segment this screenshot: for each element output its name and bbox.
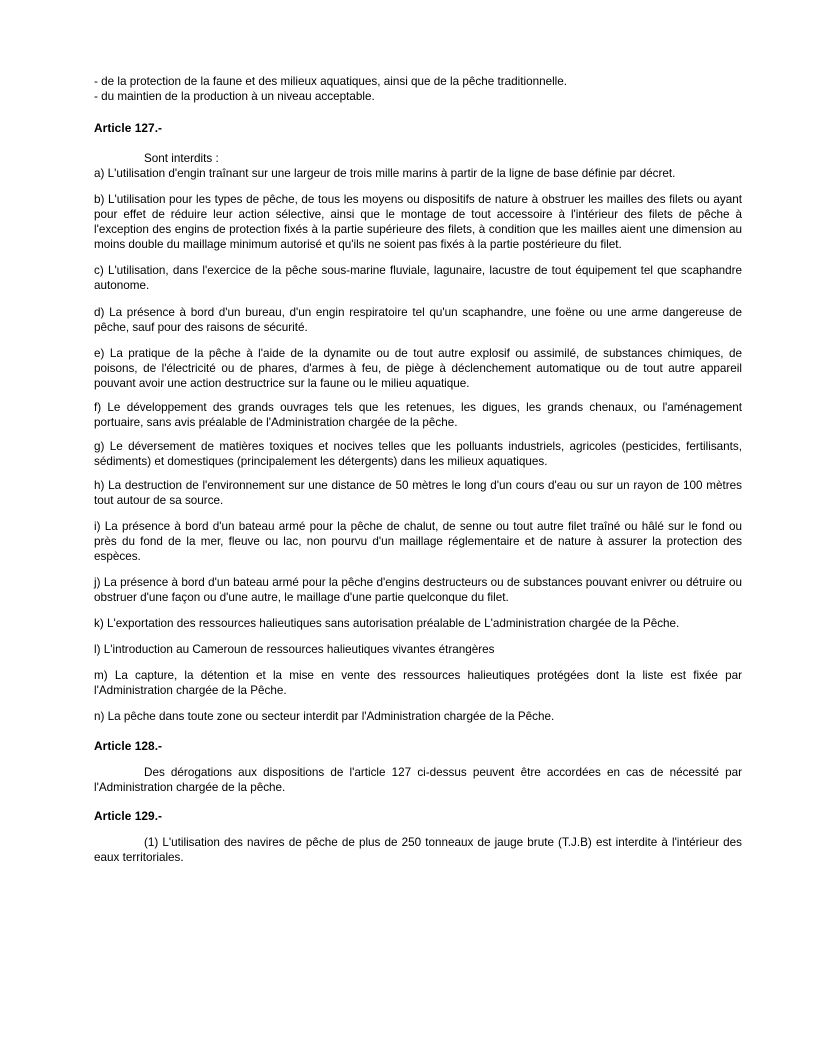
article-128-heading: Article 128.-	[94, 738, 163, 753]
spacer	[94, 430, 742, 439]
article-127-item-e: e) La pratique de la pêche à l'aide de la dynamite ou de tout autre explosif ou assimilé, de substances chimiques, de poisons, de l'électricité ou de phares, d'armes à feu, de piège à déclenchement automatique ou de tout autre appareil pouvant avoir une action destructrice sur la faune ou le milieu aquatique.	[94, 346, 742, 390]
article-127-item-c: c) L'utilisation, dans l'exercice de la pêche sous-marine fluviale, lagunaire, lacustre de tout équipement tel que scaphandre autonome.	[94, 264, 742, 293]
article-127-item-i: i) La présence à bord d'un bateau armé pour la pêche de chalut, de senne ou tout autre filet traîné ou hâlé sur le fond ou près du fond de la mer, fleuve ou lac, non pourvu d'un maillage réglementaire et de nature à assurer la protection des espèces.	[94, 520, 742, 564]
spacer	[94, 508, 742, 519]
spacer	[94, 657, 742, 668]
article-127-item-a: a) L'utilisation d'engin traînant sur une largeur de trois mille marins à partir de la ligne de base définie par décret.	[94, 167, 676, 181]
article-127-item-k: k) L'exportation des ressources halieutiques sans autorisation préalable de L'administration chargée de la Pêche.	[94, 617, 680, 631]
spacer	[94, 824, 742, 835]
spacer	[94, 725, 742, 739]
document-body	[94, 74, 742, 865]
article-127-item-h: h) La destruction de l'environnement sur une distance de 50 mètres le long d'un cours d'eau ou sur un rayon de 100 mètres tout autour de sa source.	[94, 478, 742, 507]
spacer	[94, 795, 742, 809]
spacer	[94, 136, 742, 151]
intro-item-1: - de la protection de la faune et des milieux aquatiques, ainsi que de la pêche traditionnelle.	[94, 75, 568, 88]
article-127-item-j: j) La présence à bord d'un bateau armé pour la pêche d'engins destructeurs ou de substances pouvant enivrer ou détruire ou obstruer d'une façon ou d'une autre, le maillage d'une partie quelconque du filet.	[94, 576, 742, 605]
article-127-heading: Article 127.-	[94, 121, 163, 136]
intro-item-2: - du maintien de la production à un niveau acceptable.	[94, 90, 375, 104]
article-127-item-l: l) L'introduction au Cameroun de ressources halieutiques vivantes étrangères	[94, 643, 495, 657]
spacer	[94, 564, 742, 575]
article-127-item-d: d) La présence à bord d'un bureau, d'un engin respiratoire tel qu'un scaphandre, une foëne ou une arme dangereuse de pêche, sauf pour des raisons de sécurité.	[94, 305, 742, 334]
spacer	[94, 335, 742, 346]
spacer	[94, 391, 742, 400]
article-127-lead-in: Sont interdits :	[144, 152, 219, 166]
article-127-item-g: g) Le déversement de matières toxiques et nocives telles que les polluants industriels, agricoles (pesticides, fertilisants, sédiments) et domestiques (principalement les détergents) dans les milieux aquatiques.	[94, 439, 742, 468]
spacer	[94, 605, 742, 616]
article-127-item-n: n) La pêche dans toute zone ou secteur interdit par l'Administration chargée de la Pêche.	[94, 710, 555, 724]
article-127-item-b: b) L'utilisation pour les types de pêche, de tous les moyens ou dispositifs de nature à obstruer les mailles des filets ou ayant pour effet de réduire leur action sélective, ainsi que le montage de tout accessoire à l'intérieur des filets de pêche à l'exception des engins de protection fixés à la partie supérieure des filets, à condition que les mailles aient une dimension au moins double du maillage minimum autorisé et qu'ils ne soient pas fixés à la partie postérieure du filet.	[94, 193, 742, 252]
article-127-item-m: m) La capture, la détention et la mise en vente des ressources halieutiques protégées dont la liste est fixée par l'Administration chargée de la Pêche.	[94, 669, 742, 698]
spacer	[94, 631, 742, 642]
spacer	[94, 754, 742, 765]
article-129-body: (1) L'utilisation des navires de pêche de plus de 250 tonneaux de jauge brute (T.J.B) est interdite à l'intérieur des eaux territoriales.	[94, 835, 742, 864]
spacer	[94, 294, 742, 305]
spacer	[94, 104, 742, 121]
article-128-body: Des dérogations aux dispositions de l'article 127 ci-dessus peuvent être accordées en cas de nécessité par l'Administration chargée de la pêche.	[94, 765, 742, 794]
spacer	[94, 698, 742, 709]
article-129-heading: Article 129.-	[94, 808, 163, 823]
spacer	[94, 469, 742, 478]
spacer	[94, 252, 742, 263]
spacer	[94, 181, 742, 192]
article-127-item-f: f) Le développement des grands ouvrages tels que les retenues, les digues, les grands chenaux, ou l'aménagement portuaire, sans avis préalable de l'Administration chargée de la pêche.	[94, 400, 742, 429]
